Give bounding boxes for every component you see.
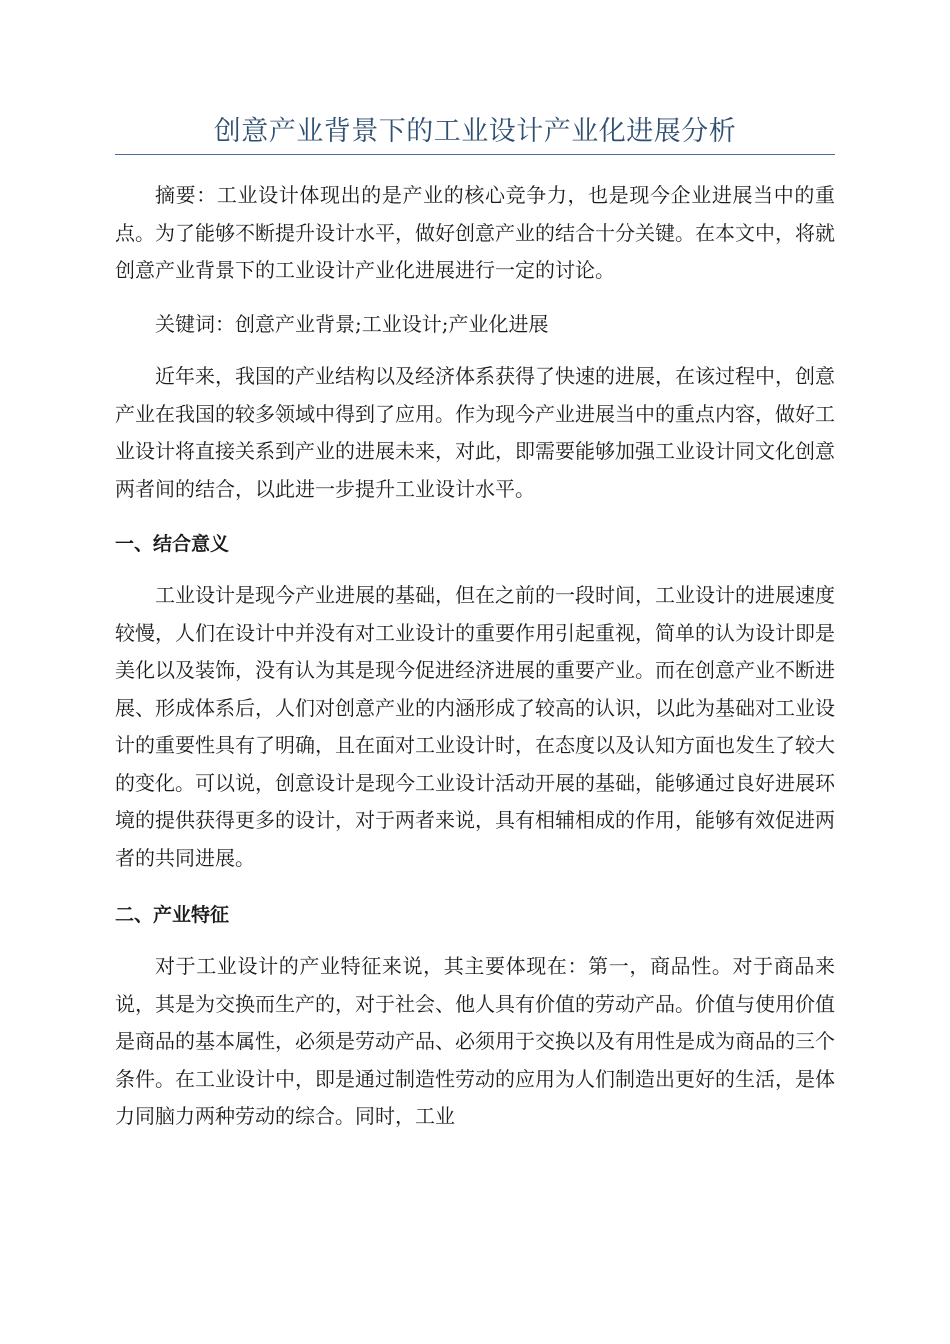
intro-paragraph: 近年来，我国的产业结构以及经济体系获得了快速的进展，在该过程中，创意产业在我国的较多领域中得到了应用。作为现今产业进展当中的重点内容，做好工业设计将直接关系到产业的进展未来，对此，即需要能够加强工业设计同文化创意两者间的结合，以此进一步提升工业设计水平。 [115,364,835,501]
keywords-paragraph: 关键词：创意产业背景;工业设计;产业化进展 [155,311,549,336]
document-page [115,112,835,1136]
section-heading-features: 二、产业特征 [115,904,230,926]
document-title: 创意产业背景下的工业设计产业化进展分析 [115,112,835,155]
section-heading-meaning: 一、结合意义 [115,533,230,555]
section-body-features: 对于工业设计的产业特征来说，其主要体现在：第一，商品性。对于商品来说，其是为交换而生产的，对于社会、他人具有价值的劳动产品。价值与使用价值是商品的基本属性，必须是劳动产品、必须用于交换以及有用性是成为商品的三个条件。在工业设计中，即是通过制造性劳动的应用为人们制造出更好的生活，是体力同脑力两种劳动的综合。同时，工业 [115,954,835,1128]
abstract-paragraph: 摘要：工业设计体现出的是产业的核心竞争力，也是现今企业进展当中的重点。为了能够不断提升设计水平，做好创意产业的结合十分关键。在本文中，将就创意产业背景下的工业设计产业化进展进行一定的讨论。 [115,183,835,282]
section-body-meaning: 工业设计是现今产业进展的基础，但在之前的一段时间，工业设计的进展速度较慢，人们在设计中并没有对工业设计的重要作用引起重视，简单的认为设计即是美化以及装饰，没有认为其是现今促进经济进展的重要产业。而在创意产业不断进展、形成体系后，人们对创意产业的内涵形成了较高的认识，以此为基础对工业设计的重要性具有了明确，且在面对工业设计时，在态度以及认知方面也发生了较大的变化。可以说，创意设计是现今工业设计活动开展的基础，能够通过良好进展环境的提供获得更多的设计，对于两者来说，具有相辅相成的作用，能够有效促进两者的共同进展。 [115,583,835,870]
